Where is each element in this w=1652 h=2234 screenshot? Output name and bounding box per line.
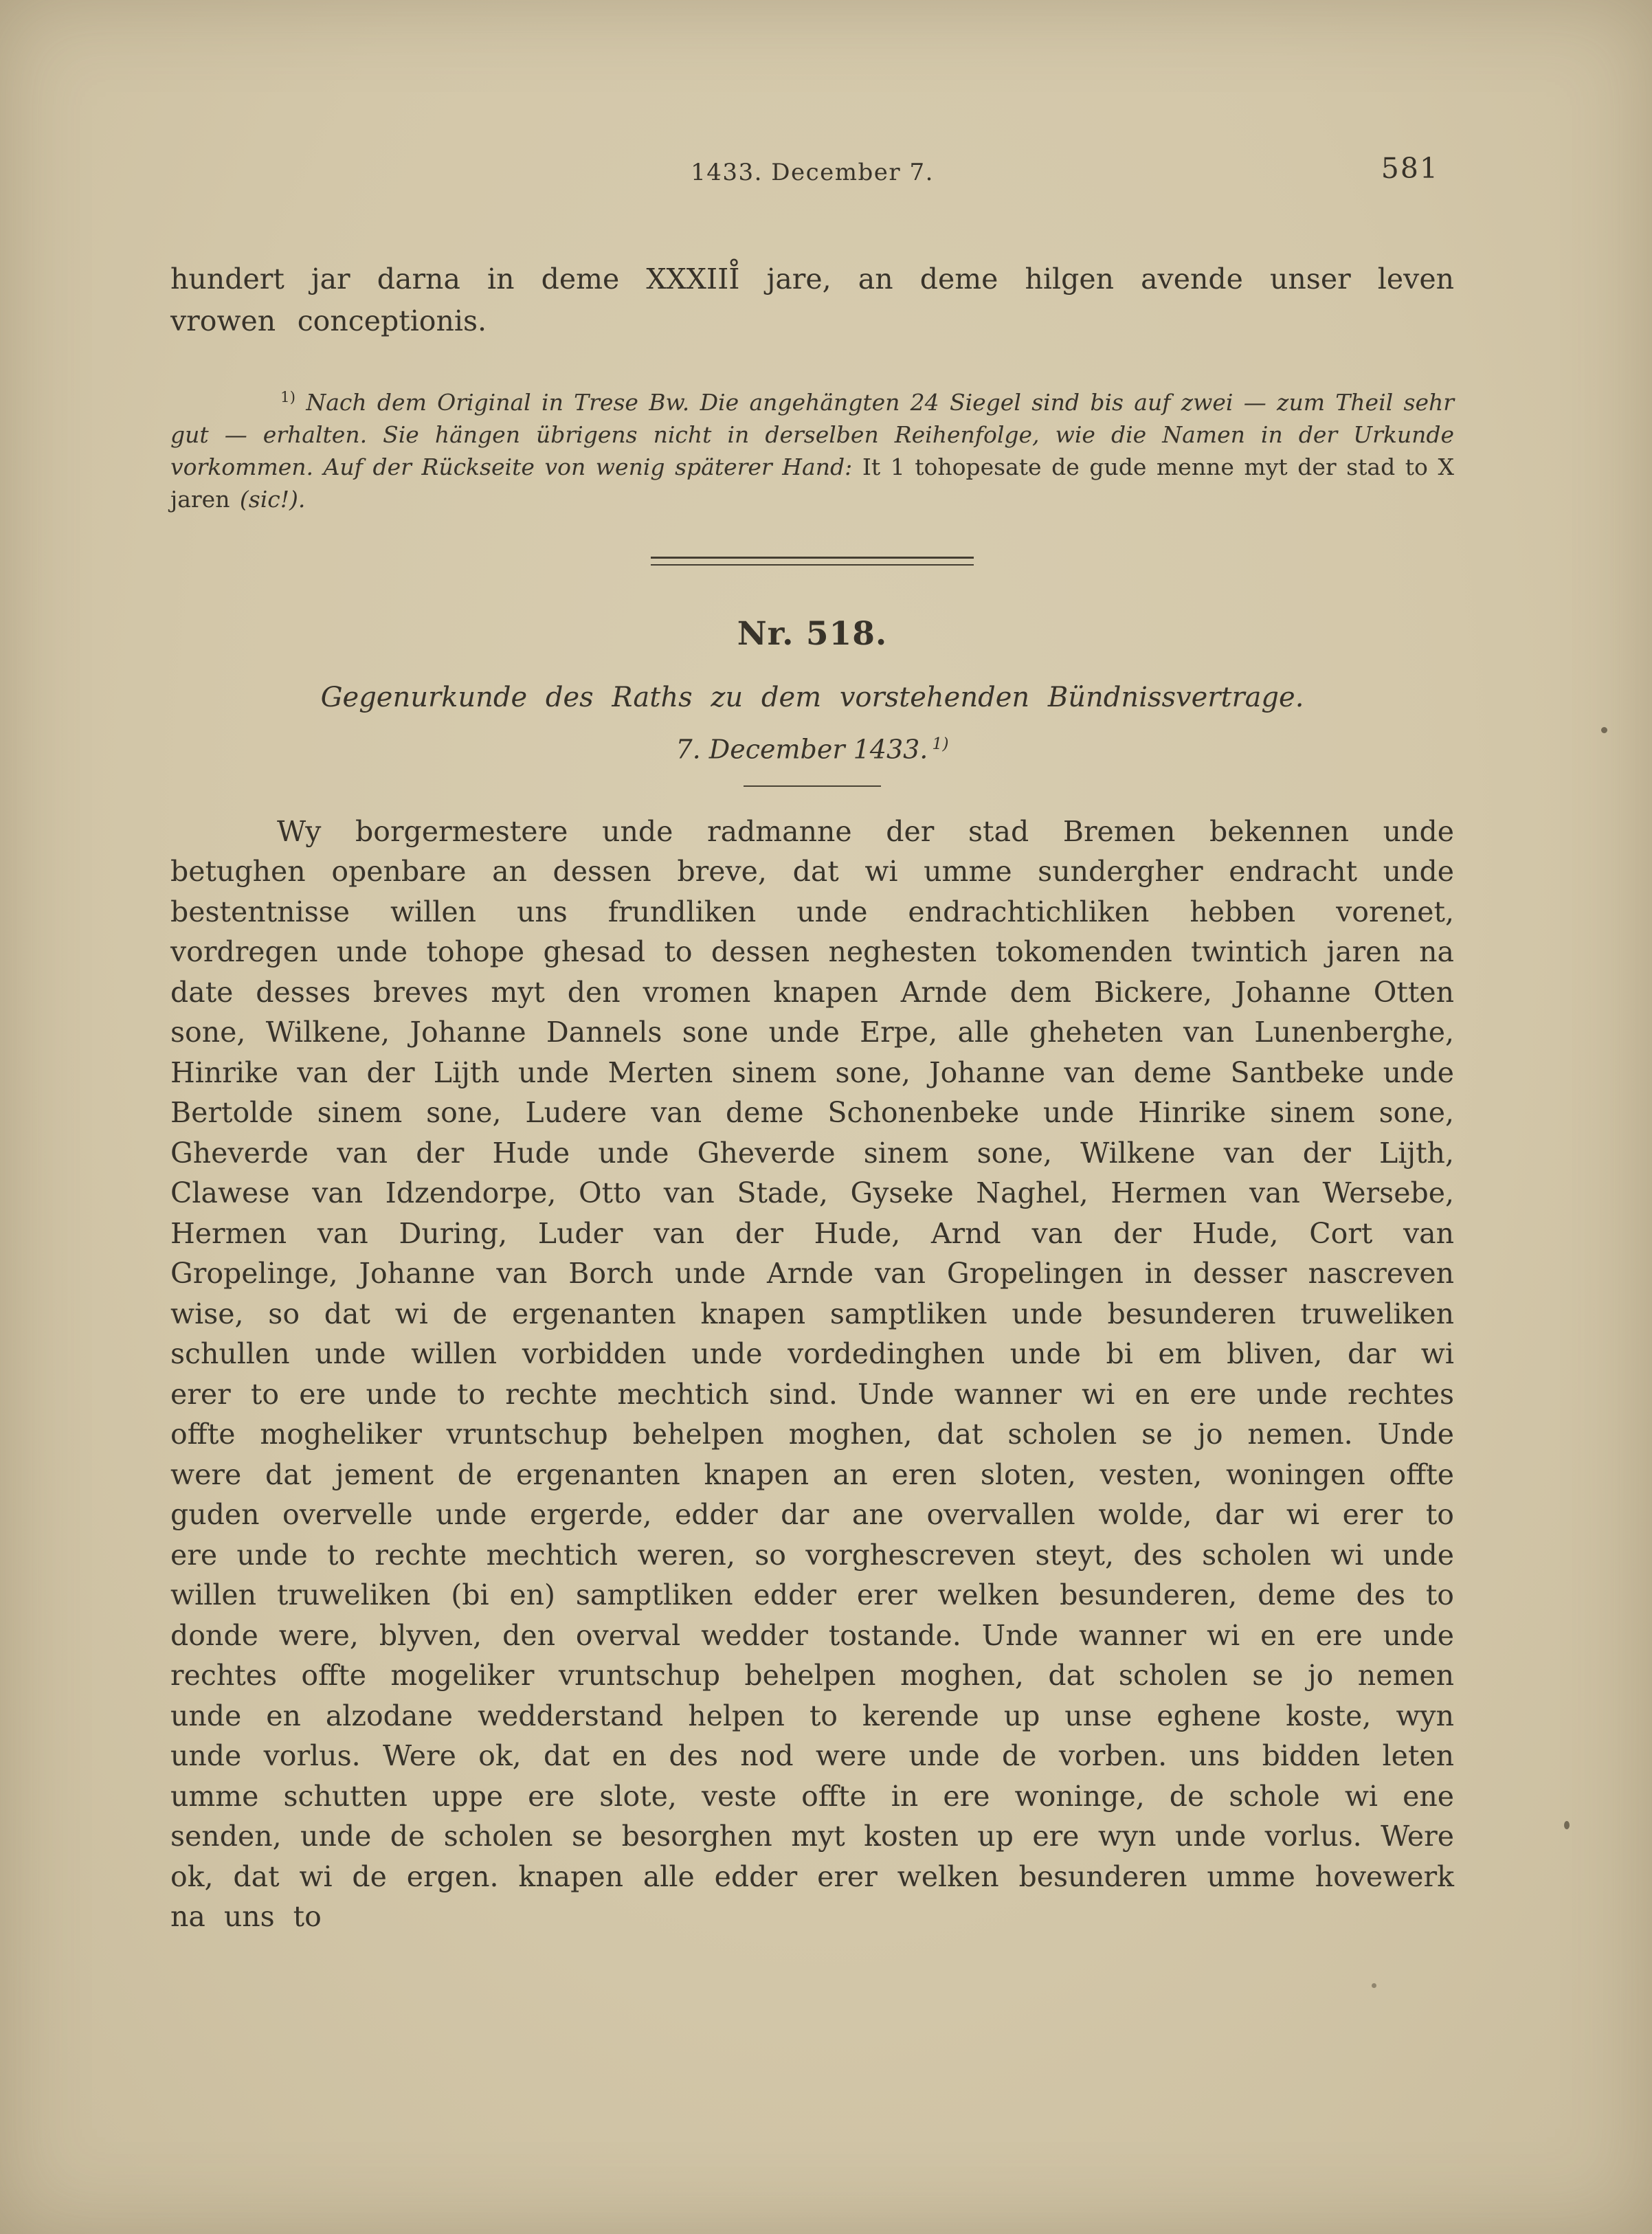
divider-rule-top — [651, 557, 974, 559]
running-title: 1433. December 7. — [691, 159, 934, 186]
paper-speck — [1564, 1821, 1570, 1829]
paper-speck — [1601, 727, 1607, 733]
page-header — [170, 152, 1454, 187]
divider-rule-bottom — [651, 564, 974, 566]
footnote-text-roman: It 1 tohopesate de gude menne myt der stad to X jaren — [170, 454, 1455, 513]
footnote-sic-note: (sic!). — [239, 486, 306, 513]
entry-date — [170, 734, 1454, 765]
footnote-text-italic: Nach dem Original in Trese Bw. Die angehängten 24 Siegel sind bis auf zwei — zum Theil sehr gut — erhalten. Sie hängen übrigens nicht in derselben Reihenfolge, wie die Namen in der Urkunde vorkommen. Auf der Rückseite von wenig späterer Hand: — [170, 389, 1454, 480]
entry-number-heading: Nr. 518. — [737, 615, 888, 653]
entry-date-text: 7. December 1433. — [676, 734, 928, 765]
entry-title: Gegenurkunde des Raths zu dem vorstehenden Bündnissvertrage. — [320, 682, 1304, 713]
footnote — [170, 386, 1454, 515]
entry-body: Wy borgermestere unde radmanne der stad Bremen bekennen unde betughen openbare an dessen breve, dat wi umme sundergher endracht unde bestentnisse willen uns frundliken unde endrachtichliken hebben vorenet, vordregen unde tohope ghesad to dessen neghesten tokomenden twintich jaren na date desses breves myt den vromen knapen Arnde dem Bickere, Johanne Otten sone, Wilkene, Johanne Dannels sone unde Erpe, alle gheheten van Lunenberghe, Hinrike van der Lijth unde Merten sinem sone, Johanne van deme Santbeke unde Bertolde sinem sone, Ludere van deme Schonenbeke unde Hinrike sinem sone, Gheverde van der Hude unde Gheverde sinem sone, Wilkene van der Lijth, Clawese van Idzendorpe, Otto van Stade, Gyseke Naghel, Hermen van Wersebe, Hermen van During, Luder van der Hude, Arnd van der Hude, Cort van Gropelinge, Johanne van Borch unde Arnde van Gropelingen in desser nascreven wise, so dat wi de ergenanten knapen samptliken unde besunderen truweliken schullen unde willen vorbidden unde vordedinghen unde bi em bliven, dar wi erer to ere unde to rechte mechtich sind. Unde wanner wi en ere unde rechtes offte mogheliker vruntschup behelpen moghen, dat scholen se jo nemen. Unde were dat jement de ergenanten knapen an eren sloten, vesten, woningen offte guden overvelle unde ergerde, edder dar ane overvallen wolde, dar wi erer to ere unde to rechte mechtich weren, so vorghescreven steyt, des scholen wi unde willen truweliken (bi en) samptliken edder erer welken besunderen, deme des to donde were, blyven, den overval wedder tostande. Unde wanner wi en ere unde rechtes offte mogeliker vruntschup behelpen moghen, dat scholen se jo nemen unde en alzodane wedderstand helpen to kerende up unse eghene koste, wyn unde vorlus. Were ok, dat en des nod were unde de vorben. uns bidden leten umme schutten uppe ere slote, veste offte in ere woninge, de schole wi ene senden, unde de scholen se besorghen myt kosten up ere wyn unde vorlus. Were ok, dat wi de ergen. knapen alle edder erer welken besunderen umme hovewerk na uns to — [170, 814, 1454, 1934]
section-divider — [651, 557, 974, 566]
entry-divider — [744, 785, 881, 787]
footnote-ref: 1) — [932, 734, 949, 753]
paper-speck — [1372, 1983, 1376, 1988]
continuation-paragraph: hundert jar darna in deme XXXIII̊ jare, an deme hilgen avende unser leven vrowen conceptionis. — [170, 263, 1454, 337]
text-column — [170, 0, 1454, 1937]
footnote-marker: 1) — [280, 389, 296, 406]
page-number: 581 — [1381, 152, 1439, 185]
